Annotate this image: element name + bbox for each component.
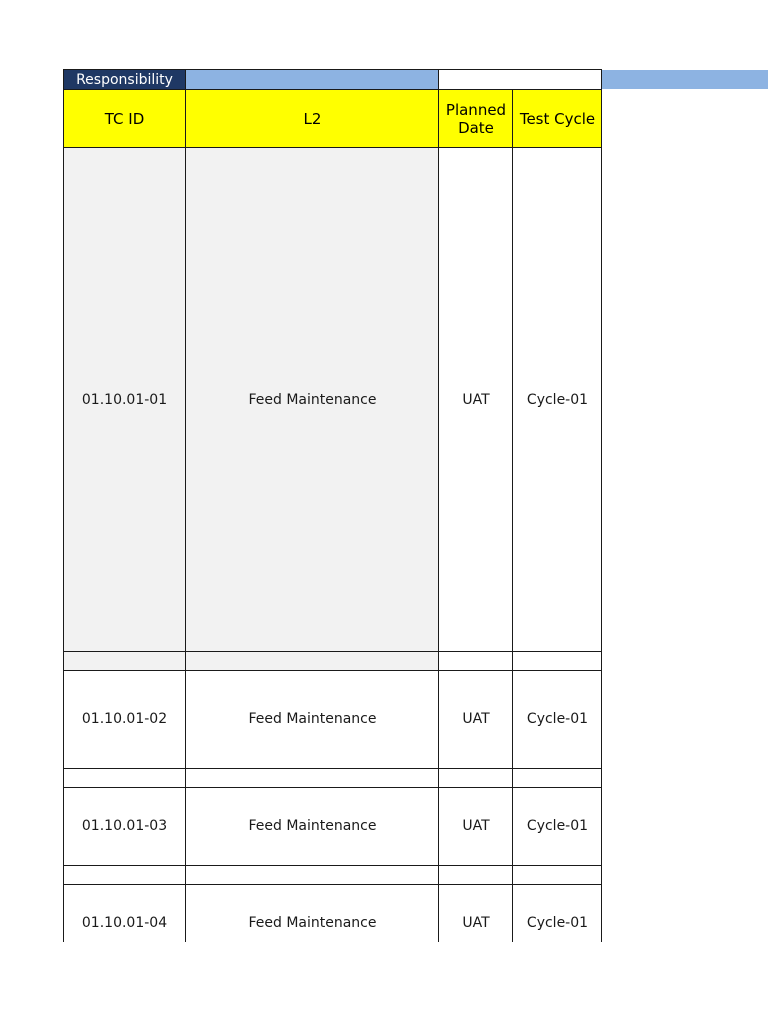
table-row-3-tc-id[interactable] — [63, 787, 186, 865]
table-row-4-planned-date[interactable] — [439, 884, 513, 962]
grid-line-v-4 — [512, 89, 513, 942]
table-row-4-test-cycle[interactable] — [513, 884, 602, 962]
grid-line-h-2 — [63, 147, 602, 148]
group-header-label: Responsibility — [76, 71, 173, 88]
column-header-tc-id-label: TC ID — [104, 109, 145, 128]
cell-text: 01.10.01-02 — [81, 711, 168, 727]
grid-line-v-2 — [185, 70, 186, 942]
grid-line-h-top — [63, 69, 602, 70]
grid-line-h-4 — [63, 670, 602, 671]
table-row-1-tc-id[interactable] — [63, 148, 186, 651]
table-row-3-l2[interactable] — [186, 787, 439, 865]
table-row-3-planned-date[interactable] — [439, 787, 513, 865]
table-row-2-l2[interactable] — [186, 670, 439, 768]
table-row-1-l2[interactable] — [186, 148, 439, 651]
cell-text: Cycle-01 — [526, 711, 589, 727]
column-header-planned-date[interactable] — [439, 89, 513, 148]
column-header-l2[interactable] — [186, 89, 439, 148]
cell-text: Feed Maintenance — [248, 915, 377, 931]
cell-text: Cycle-01 — [526, 915, 589, 931]
table-row-1-test-cycle[interactable] — [513, 148, 602, 651]
cell-text: 01.10.01-03 — [81, 818, 168, 834]
table-row-4-tc-id[interactable] — [63, 884, 186, 962]
column-header-date-label: Date — [458, 118, 494, 137]
cell-text: Feed Maintenance — [248, 391, 377, 408]
column-header-l2-label: L2 — [303, 109, 322, 128]
grid-line-v-3 — [438, 70, 439, 942]
grid-line-v-1 — [63, 70, 64, 942]
group-band-extension — [602, 70, 768, 89]
group-header-cell[interactable] — [63, 70, 186, 89]
column-header-test-cycle[interactable] — [513, 89, 602, 148]
table-row-2-test-cycle[interactable] — [513, 670, 602, 768]
cell-text: 01.10.01-01 — [81, 391, 168, 408]
grid-line-h-3 — [63, 651, 602, 652]
grid-line-h-7 — [63, 865, 602, 866]
cell-text: Feed Maintenance — [248, 711, 377, 727]
grid-line-h-1 — [63, 89, 602, 90]
grid-line-v-5 — [601, 70, 602, 942]
cell-text: Cycle-01 — [526, 818, 589, 834]
cell-text: UAT — [462, 818, 490, 834]
grid-line-h-6 — [63, 787, 602, 788]
cell-text: 01.10.01-04 — [81, 915, 168, 931]
cell-text: Cycle-01 — [526, 391, 589, 408]
table-row-2-tc-id[interactable] — [63, 670, 186, 768]
column-header-test-cycle-label: Test Cycle — [519, 109, 596, 128]
table-row-1-planned-date[interactable] — [439, 148, 513, 651]
cell-text: UAT — [462, 711, 490, 727]
table-row-4-l2[interactable] — [186, 884, 439, 962]
cell-text: UAT — [462, 915, 490, 931]
cell-text: Feed Maintenance — [248, 818, 377, 834]
table-row-3-test-cycle[interactable] — [513, 787, 602, 865]
column-header-tc-id[interactable] — [63, 89, 186, 148]
cell-text: UAT — [462, 391, 490, 408]
column-header-planned-label: Planned — [445, 100, 507, 119]
group-band-cell[interactable] — [186, 70, 439, 89]
group-band-blank[interactable] — [439, 70, 602, 89]
grid-line-h-5 — [63, 768, 602, 769]
grid-line-h-8 — [63, 884, 602, 885]
table-row-2-planned-date[interactable] — [439, 670, 513, 768]
